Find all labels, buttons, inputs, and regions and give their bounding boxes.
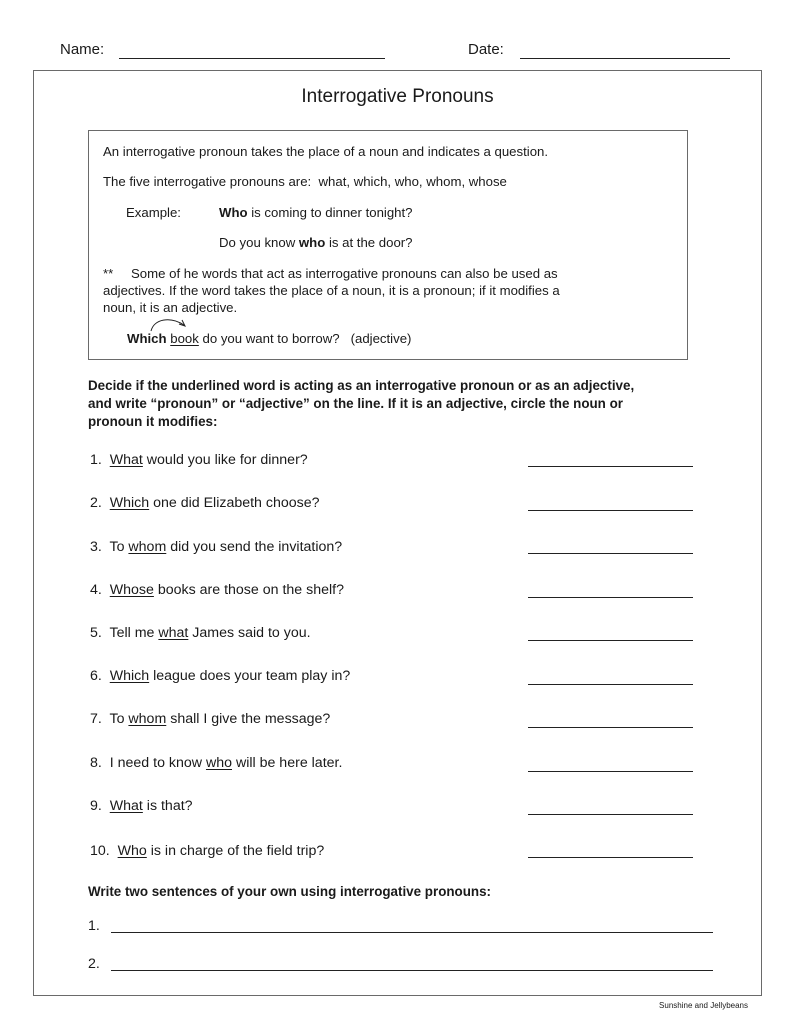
question-rest: did you send the invitation? bbox=[166, 539, 343, 555]
question-rest: is that? bbox=[142, 798, 193, 814]
question-9 bbox=[90, 798, 193, 814]
example-2-pronoun: who bbox=[298, 235, 326, 250]
answer-line-7[interactable] bbox=[528, 727, 693, 728]
question-rest: league does your team play in? bbox=[149, 668, 351, 684]
question-underlined-word: whom bbox=[128, 539, 167, 555]
example-1-pronoun: Who bbox=[219, 205, 248, 220]
question-number: 9. bbox=[90, 798, 102, 814]
answer-line-9[interactable] bbox=[528, 814, 693, 815]
question-7 bbox=[90, 711, 330, 727]
question-number: 5. bbox=[90, 625, 102, 641]
example-sentence-2 bbox=[219, 234, 413, 251]
question-underlined-word: What bbox=[109, 798, 143, 814]
question-pre: I need to know bbox=[109, 755, 206, 771]
answer-line-4[interactable] bbox=[528, 597, 693, 598]
note-line-1: Some of he words that act as interrogative pronouns can also be used as bbox=[131, 266, 558, 281]
credit-text: Sunshine and Jellybeans bbox=[659, 1001, 748, 1010]
answer-line-10[interactable] bbox=[528, 857, 693, 858]
question-pre: To bbox=[109, 539, 129, 555]
question-number: 3. bbox=[90, 539, 102, 555]
example-label: Example: bbox=[126, 205, 181, 220]
question-number: 4. bbox=[90, 582, 102, 598]
instructions-line-2: and write “pronoun” or “adjective” on the line. If it is an adjective, circle the noun or bbox=[88, 396, 623, 411]
note-line-3: noun, it is an adjective. bbox=[103, 300, 238, 315]
note-line-2: adjectives. If the word takes the place of a noun, it is a pronoun; if it modifies a bbox=[103, 283, 560, 298]
question-2 bbox=[90, 495, 320, 511]
question-number: 8. bbox=[90, 755, 102, 771]
question-underlined-word: whom bbox=[128, 711, 167, 727]
example-2-pre: Do you know bbox=[219, 235, 299, 250]
answer-line-2[interactable] bbox=[528, 510, 693, 511]
answer-line-3[interactable] bbox=[528, 553, 693, 554]
question-underlined-word: What bbox=[109, 452, 143, 468]
example-sentence-1 bbox=[219, 204, 413, 221]
date-field-line[interactable] bbox=[520, 58, 730, 59]
writing-number-1: 1. bbox=[88, 918, 100, 934]
date-label: Date: bbox=[468, 41, 504, 58]
writing-line-1[interactable] bbox=[111, 932, 713, 933]
adjective-example-tag: (adjective) bbox=[350, 331, 412, 346]
note-marker: ** bbox=[103, 266, 114, 281]
question-5 bbox=[90, 625, 311, 641]
question-number: 6. bbox=[90, 668, 102, 684]
answer-line-8[interactable] bbox=[528, 771, 693, 772]
definition-intro: An interrogative pronoun takes the place of a noun and indicates a question. bbox=[103, 144, 549, 159]
example-1-rest: is coming to dinner tonight? bbox=[247, 205, 413, 220]
pronoun-list: what, which, who, whom, whose bbox=[318, 174, 507, 189]
adjective-example-noun: book bbox=[170, 331, 199, 346]
question-underlined-word: Whose bbox=[109, 582, 154, 598]
example-2-rest: is at the door? bbox=[325, 235, 413, 250]
question-10 bbox=[90, 843, 324, 859]
writing-line-2[interactable] bbox=[111, 970, 713, 971]
question-4 bbox=[90, 582, 344, 598]
question-number: 1. bbox=[90, 452, 102, 468]
question-underlined-word: Which bbox=[109, 495, 150, 511]
question-rest: one did Elizabeth choose? bbox=[149, 495, 320, 511]
writing-number-2: 2. bbox=[88, 956, 100, 972]
question-6 bbox=[90, 668, 350, 684]
question-underlined-word: who bbox=[205, 755, 232, 771]
question-number: 10. bbox=[90, 843, 110, 859]
question-1 bbox=[90, 452, 308, 468]
question-underlined-word: Who bbox=[117, 843, 147, 859]
instructions-line-3: pronoun it modifies: bbox=[88, 414, 218, 429]
question-underlined-word: Which bbox=[109, 668, 150, 684]
question-pre: Tell me bbox=[109, 625, 159, 641]
pronoun-list-line bbox=[103, 173, 507, 190]
page-title: Interrogative Pronouns bbox=[301, 86, 494, 107]
answer-line-5[interactable] bbox=[528, 640, 693, 641]
adjective-example bbox=[127, 330, 411, 347]
question-number: 2. bbox=[90, 495, 102, 511]
adjective-example-word: Which bbox=[127, 331, 167, 346]
answer-line-6[interactable] bbox=[528, 684, 693, 685]
question-rest: will be here later. bbox=[232, 755, 343, 771]
adjective-example-rest: do you want to borrow? bbox=[198, 331, 340, 346]
writing-prompt: Write two sentences of your own using interrogative pronouns: bbox=[88, 884, 491, 899]
question-3 bbox=[90, 539, 342, 555]
pronoun-list-lead: The five interrogative pronouns are: bbox=[103, 174, 312, 189]
name-field-line[interactable] bbox=[119, 58, 385, 59]
question-underlined-word: what bbox=[158, 625, 189, 641]
question-pre: To bbox=[109, 711, 129, 727]
question-number: 7. bbox=[90, 711, 102, 727]
question-rest: James said to you. bbox=[188, 625, 311, 641]
question-rest: is in charge of the field trip? bbox=[146, 843, 325, 859]
answer-line-1[interactable] bbox=[528, 466, 693, 467]
question-rest: books are those on the shelf? bbox=[153, 582, 344, 598]
question-rest: would you like for dinner? bbox=[142, 452, 308, 468]
instructions-line-1: Decide if the underlined word is acting as an interrogative pronoun or as an adjective, bbox=[88, 378, 635, 393]
question-8 bbox=[90, 755, 342, 771]
name-label: Name: bbox=[60, 41, 105, 58]
question-rest: shall I give the message? bbox=[166, 711, 331, 727]
